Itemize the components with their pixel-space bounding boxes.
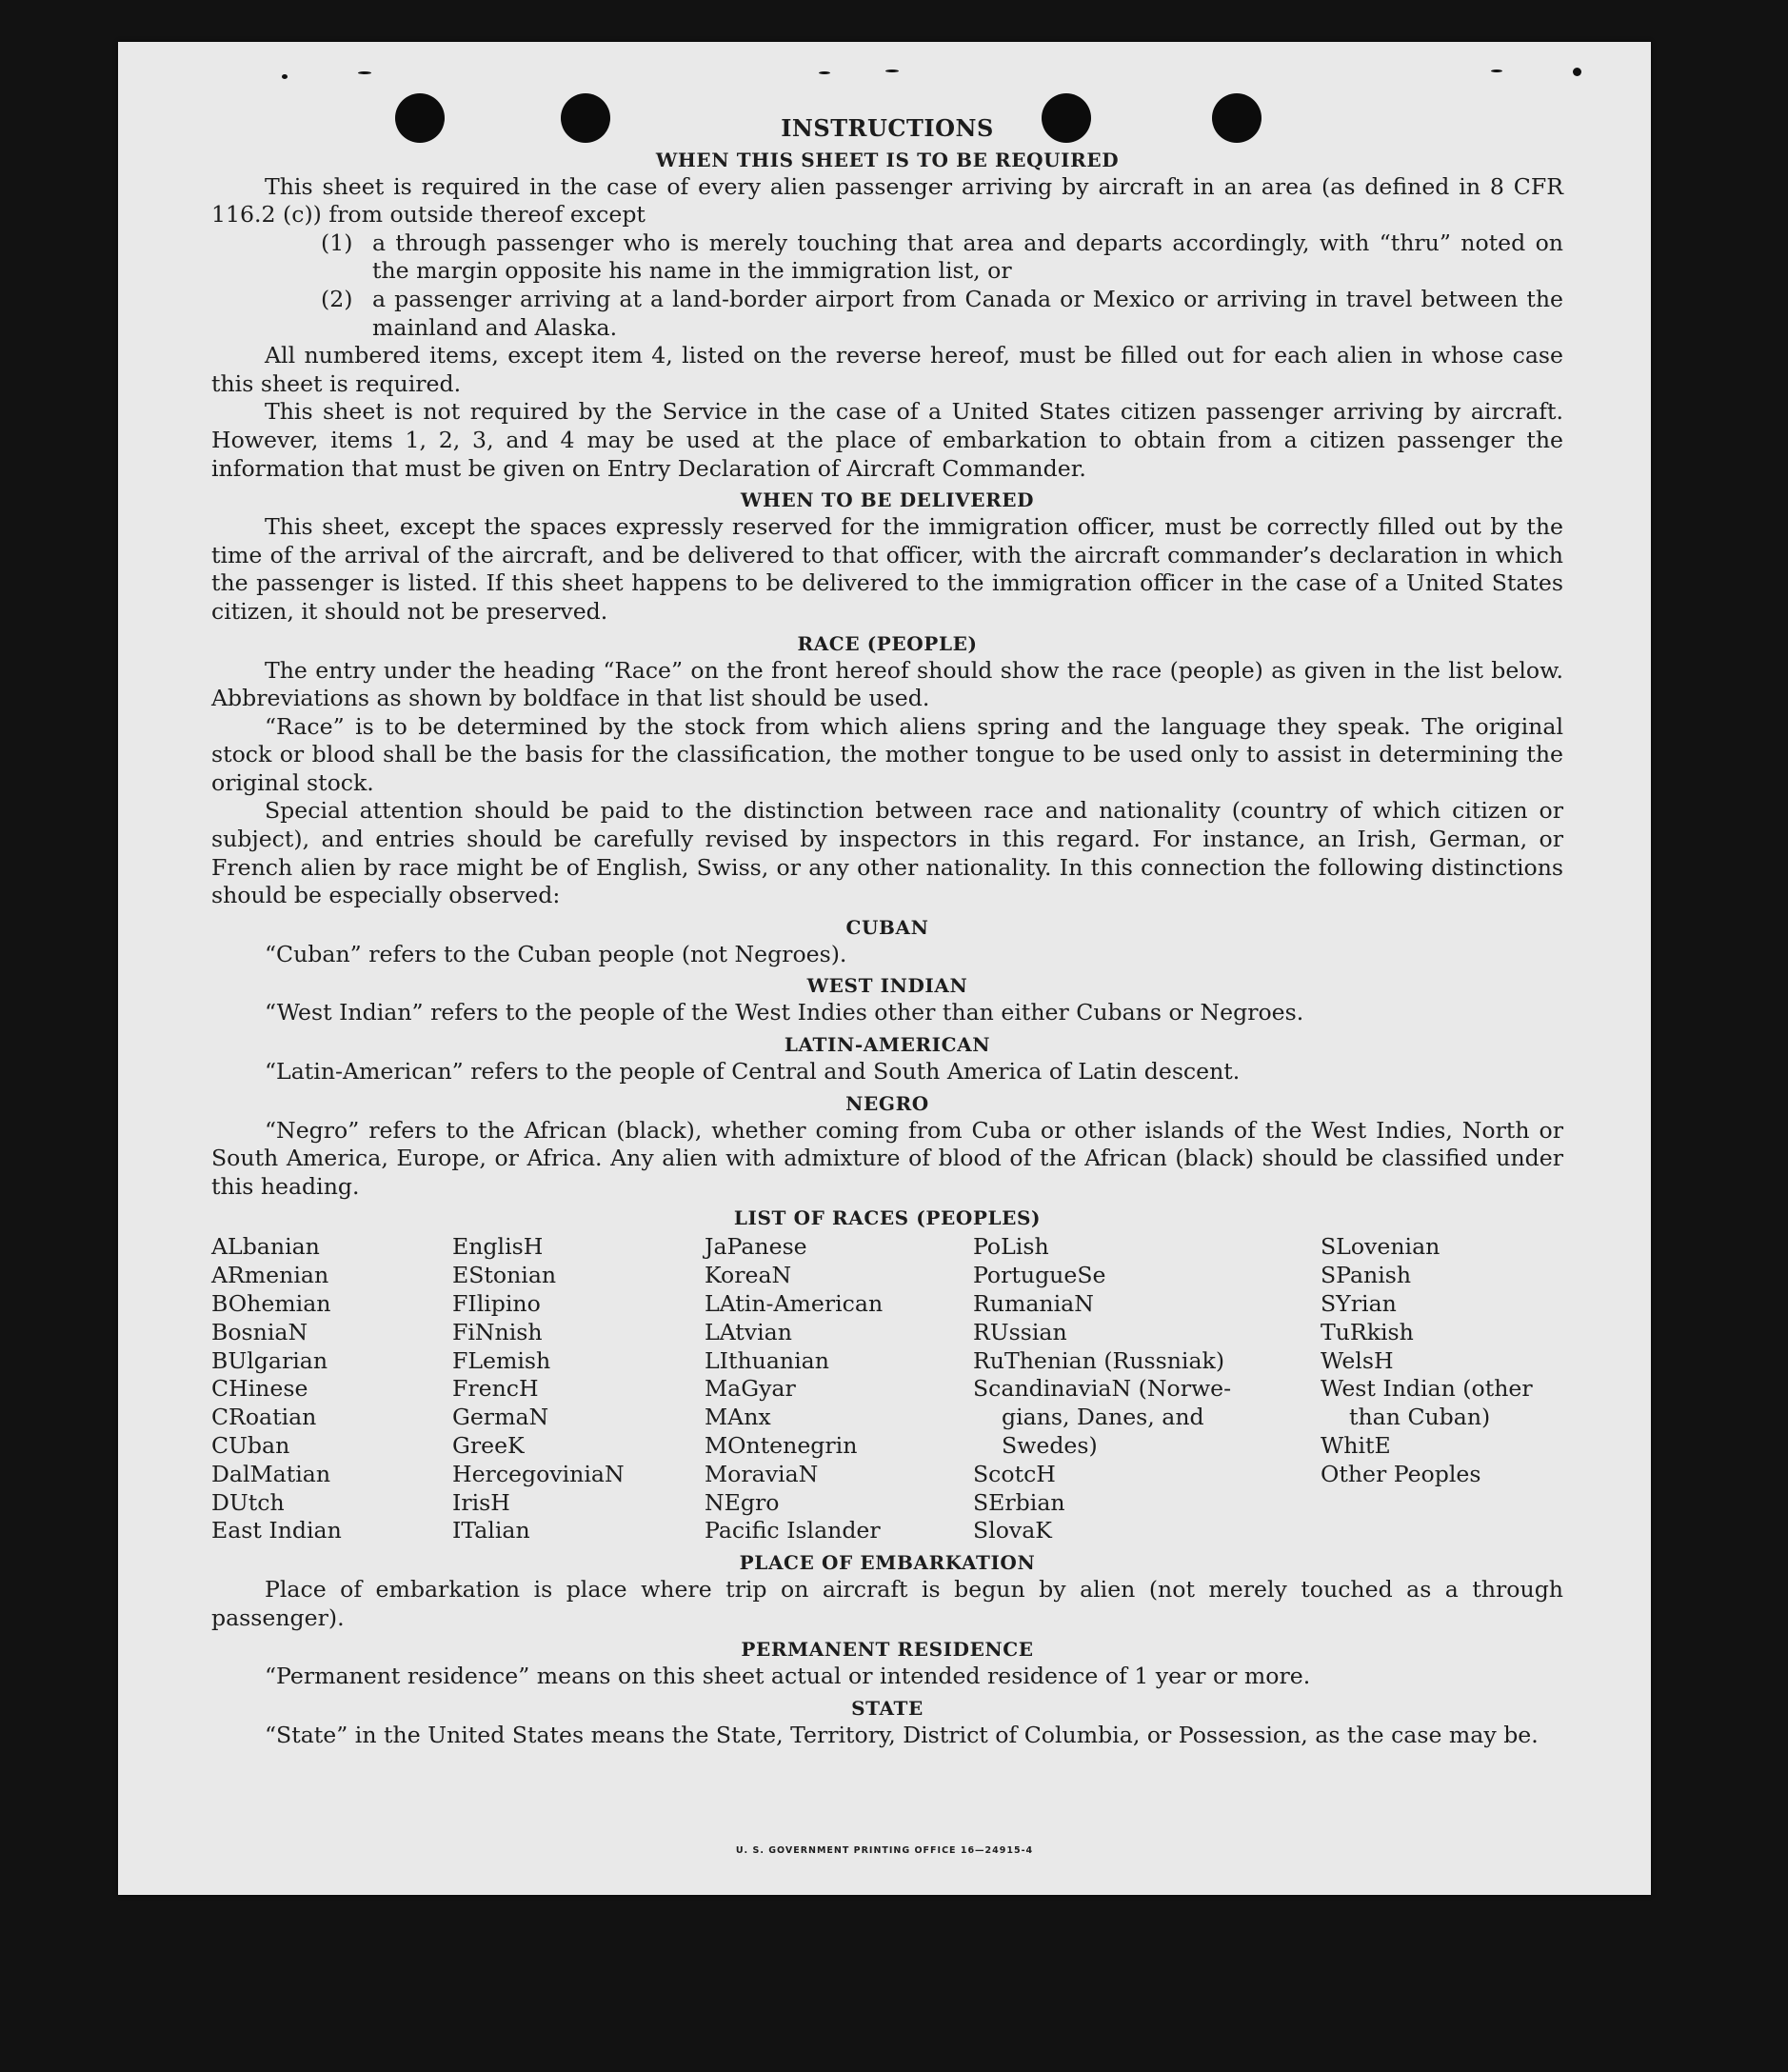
race-entry: EnglisH	[452, 1233, 544, 1261]
paragraph: This sheet is not required by the Service in the case of a United States citizen passenger arriving by aircraft. However, items 1, 2, 3, and 4 may be used at the place of embarkation to obtain from a citizen passenger the information that must be given on Entry Declaration of Aircraft Commander.	[211, 398, 1563, 482]
scan-speck	[282, 74, 288, 79]
scan-speck	[1573, 68, 1581, 76]
section-heading: RACE (PEOPLE)	[797, 631, 978, 655]
document-sheet	[118, 42, 1651, 1895]
race-entry: GreeK	[452, 1431, 525, 1459]
race-entry: NEgro	[705, 1488, 780, 1516]
scan-speck	[819, 71, 830, 74]
paragraph: This sheet, except the spaces expressly reserved for the immigration officer, must be correctly filled out by the time of the arrival of the aircraft, and be delivered to that officer, with the aircraft commander’s declaration in which the passenger is listed. If this sheet happens to be delivered to the immigration officer in the case of a United States citizen, it should not be preserved.	[211, 513, 1563, 625]
race-entry: gians, Danes, and	[1002, 1404, 1204, 1431]
section-heading: LIST OF RACES (PEOPLES)	[733, 1206, 1042, 1230]
paragraph: This sheet is required in the case of every alien passenger arriving by aircraft in an area (as defined in 8 CFR 116.2 (c)) from outside thereof except	[211, 172, 1563, 229]
race-entry: EStonian	[452, 1262, 557, 1289]
race-entry: Other Peoples	[1321, 1460, 1481, 1487]
race-entry: Pacific Islander	[705, 1517, 881, 1544]
race-column	[1321, 1233, 1563, 1545]
item-number: (1)	[321, 229, 353, 256]
section-heading: CUBAN	[845, 915, 929, 939]
race-entry: DalMatian	[211, 1460, 331, 1487]
race-entry: KoreaN	[705, 1262, 792, 1289]
race-entry: SLovenian	[1321, 1233, 1440, 1261]
race-entry: JaPanese	[705, 1233, 807, 1261]
paragraph: All numbered items, except item 4, listed on the reverse hereof, must be filled out for each alien in whose case this sheet is required.	[211, 342, 1563, 397]
race-entry: West Indian (other	[1321, 1375, 1533, 1403]
paragraph: “Permanent residence” means on this sheet actual or intended residence of 1 year or more.	[265, 1663, 1311, 1690]
race-entry: RUssian	[973, 1318, 1067, 1345]
section-heading: STATE	[851, 1696, 924, 1720]
race-entry: East Indian	[211, 1517, 342, 1544]
race-entry: BOhemian	[211, 1290, 331, 1317]
numbered-item	[211, 286, 1563, 342]
race-entry: PoLish	[973, 1233, 1049, 1261]
section-heading: PERMANENT RESIDENCE	[741, 1638, 1034, 1662]
item-text: a through passenger who is merely touching that area and departs accordingly, with “thru” noted on the margin opposite his name in the immigration list, or	[372, 229, 1563, 285]
section-heading: WEST INDIAN	[806, 974, 968, 998]
printer-imprint: U. S. GOVERNMENT PRINTING OFFICE 16—24915-4	[735, 1845, 1034, 1856]
race-list	[211, 1233, 1563, 1545]
race-column	[973, 1233, 1321, 1545]
race-entry: SPanish	[1321, 1262, 1412, 1289]
race-entry: BUlgarian	[211, 1346, 328, 1374]
section-heading: NEGRO	[845, 1091, 929, 1115]
race-entry: ARmenian	[211, 1262, 329, 1289]
race-entry: MAnx	[705, 1404, 771, 1431]
race-entry: MoraviaN	[705, 1460, 819, 1487]
paragraph: The entry under the heading “Race” on the front hereof should show the race (people) as given in the list below. Abbreviations as shown by boldface in that list should be used.	[211, 656, 1563, 712]
race-entry: ITalian	[452, 1517, 530, 1544]
race-entry: LIthuanian	[705, 1346, 829, 1374]
paragraph: “Race” is to be determined by the stock from which aliens spring and the language they speak. The original stock or blood shall be the basis for the classification, the mother tongue to be used only to assist in determining the original stock.	[211, 712, 1563, 796]
race-entry: ALbanian	[211, 1233, 320, 1261]
race-entry: GermaN	[452, 1404, 549, 1431]
race-entry: FiNnish	[452, 1318, 543, 1345]
section-heading: LATIN-AMERICAN	[784, 1033, 991, 1057]
scan-speck	[358, 71, 371, 74]
paragraph: Place of embarkation is place where trip on aircraft is begun by alien (not merely touched as a through passenger).	[211, 1576, 1563, 1631]
race-entry: FrencH	[452, 1375, 539, 1403]
race-entry: RuThenian (Russniak)	[973, 1346, 1225, 1374]
race-entry: IrisH	[452, 1488, 510, 1516]
race-entry: CUban	[211, 1431, 290, 1459]
race-column	[211, 1233, 452, 1545]
race-entry: ScotcH	[973, 1460, 1056, 1487]
race-entry: RumaniaN	[973, 1290, 1094, 1317]
race-entry: FIlipino	[452, 1290, 541, 1317]
race-entry: FLemish	[452, 1346, 551, 1374]
paragraph: “Latin-American” refers to the people of Central and South America of Latin descent.	[265, 1058, 1241, 1086]
scan-speck	[1491, 70, 1502, 72]
race-entry: WhitE	[1321, 1431, 1391, 1459]
race-entry: CRoatian	[211, 1404, 317, 1431]
race-entry: WelsH	[1321, 1346, 1394, 1374]
race-entry: LAtin-American	[705, 1290, 884, 1317]
section-heading: PLACE OF EMBARKATION	[739, 1551, 1036, 1575]
race-entry: ScandinaviaN (Norwe-	[973, 1375, 1232, 1403]
paragraph: Special attention should be paid to the distinction between race and nationality (country of which citizen or subject), and entries should be carefully revised by inspectors in this regard. For instance, an Irish, German, or French alien by race might be of English, Swiss, or any other nationality. In this connection the following distinctions should be especially observed:	[211, 797, 1563, 909]
paragraph: “Negro” refers to the African (black), whether coming from Cuba or other islands of the West Indies, North or South America, Europe, or Africa. Any alien with admixture of blood of the African (black) should be classified under this heading.	[211, 1116, 1563, 1200]
race-column	[705, 1233, 973, 1545]
section-heading: WHEN TO BE DELIVERED	[740, 488, 1035, 512]
race-entry: SYrian	[1321, 1290, 1397, 1317]
race-entry: MOntenegrin	[705, 1431, 858, 1459]
race-entry: PortugueSe	[973, 1262, 1106, 1289]
race-entry: SErbian	[973, 1488, 1065, 1516]
race-entry: CHinese	[211, 1375, 308, 1403]
race-entry: TuRkish	[1321, 1318, 1414, 1345]
race-entry: MaGyar	[705, 1375, 796, 1403]
page-title: INSTRUCTIONS	[781, 114, 994, 142]
race-entry: than Cuban)	[1349, 1404, 1491, 1431]
race-entry: DUtch	[211, 1488, 285, 1516]
race-entry: SlovaK	[973, 1517, 1052, 1544]
section-heading: WHEN THIS SHEET IS TO BE REQUIRED	[655, 148, 1120, 171]
item-text: a passenger arriving at a land-border airport from Canada or Mexico or arriving in travel between the mainland and Alaska.	[372, 285, 1563, 341]
instructions-body	[211, 114, 1563, 1750]
scan-speck	[885, 70, 899, 72]
paragraph: “State” in the United States means the State, Territory, District of Columbia, or Possession, as the case may be.	[265, 1721, 1539, 1748]
paragraph: “Cuban” refers to the Cuban people (not Negroes).	[265, 940, 847, 967]
race-entry: BosniaN	[211, 1318, 308, 1345]
race-column	[452, 1233, 705, 1545]
paragraph: “West Indian” refers to the people of the West Indies other than either Cubans or Negroes.	[265, 999, 1304, 1026]
item-number: (2)	[321, 285, 353, 312]
race-entry: HercegoviniaN	[452, 1460, 625, 1487]
race-entry: LAtvian	[705, 1318, 792, 1345]
race-entry: Swedes)	[1002, 1431, 1098, 1459]
numbered-item	[211, 229, 1563, 286]
